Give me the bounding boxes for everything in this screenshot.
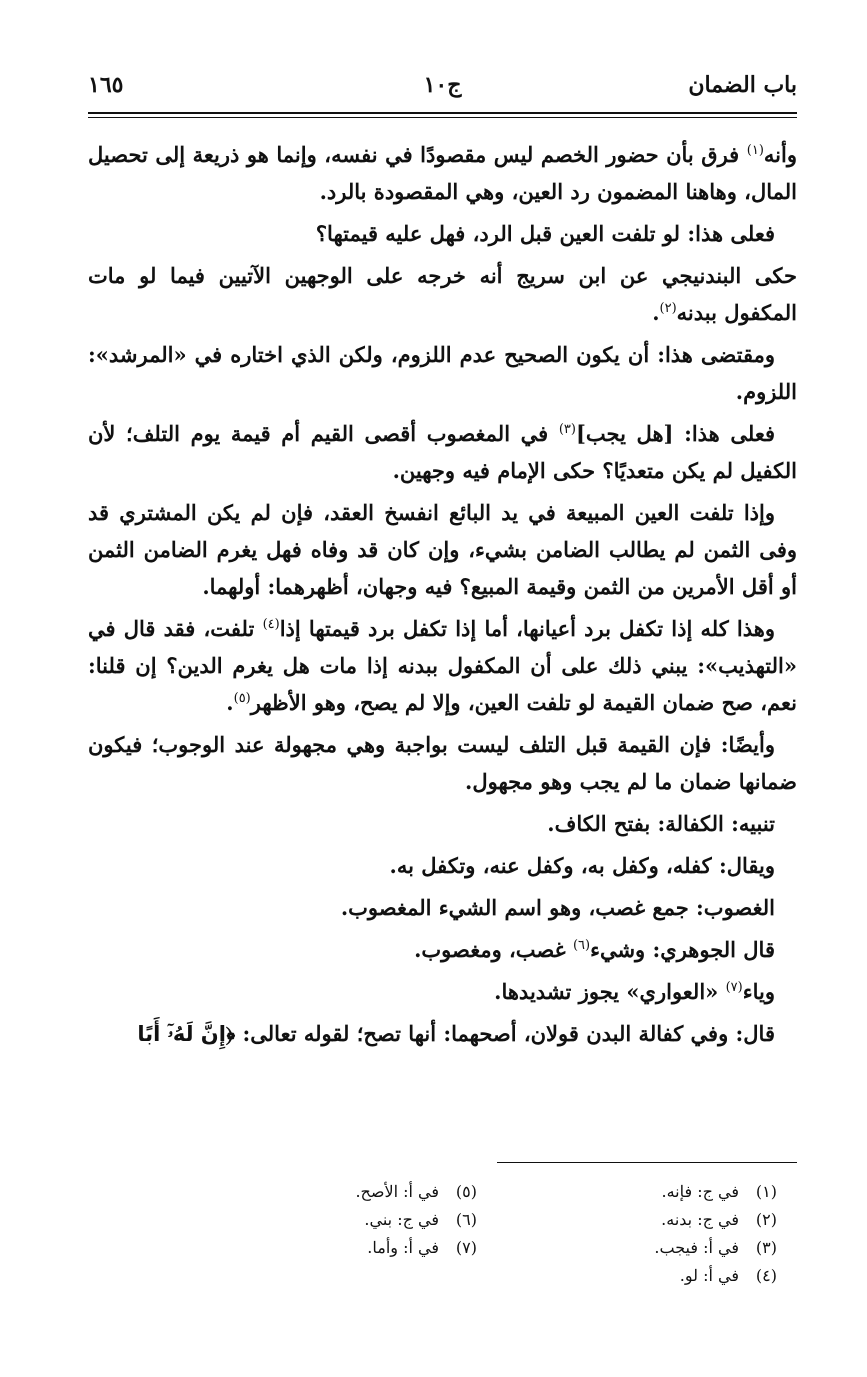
paragraph-4: ومقتضى هذا: أن يكون الصحيح عدم اللزوم، ولكن الذي اختاره في «المرشد»: اللزوم.	[88, 342, 797, 404]
text-run: وهذا كله إذا تكفل برد أعيانها، أما إذا تكفل برد قيمتها إذا	[279, 616, 776, 641]
main-text	[88, 136, 797, 1058]
header-rule-thick	[88, 112, 797, 114]
text-run: غصب، ومغصوب.	[414, 937, 573, 962]
text-run: وياء	[742, 979, 775, 1004]
footnote-number: (٣)	[755, 1238, 777, 1257]
footnote-item	[217, 1178, 477, 1206]
section-title: باب الضمان	[688, 72, 797, 98]
footnote-text: في ج: بدنه.	[661, 1210, 739, 1229]
quran-quote: ﴿إِنَّ لَهُۥٓ أَبًا	[137, 1022, 236, 1046]
footnote-marker: (١)	[746, 143, 764, 158]
footnote-marker: (٢)	[659, 301, 677, 316]
paragraph-5	[88, 415, 797, 489]
footnote-marker: (٦)	[572, 938, 591, 953]
footnote-text: في أ: وأما.	[367, 1238, 439, 1257]
paragraph-3	[88, 257, 797, 331]
footnote-marker: (٥)	[233, 691, 251, 706]
paragraph-7	[88, 610, 797, 721]
text-run: «العواري» يجوز تشديدها.	[494, 979, 726, 1004]
footnote-item	[517, 1178, 777, 1206]
footnote-number: (١)	[755, 1182, 777, 1201]
paragraph-14	[88, 1015, 797, 1053]
text-run: فعلى هذا: [هل يجب]	[575, 421, 775, 446]
footnote-marker: (٧)	[725, 980, 743, 995]
paragraph-2: فعلى هذا: لو تلفت العين قبل الرد، فهل عليه قيمتها؟	[315, 221, 775, 246]
text-run: .	[652, 300, 660, 325]
footnote-text: في ج: بني.	[364, 1210, 439, 1229]
footnote-column-right	[517, 1178, 777, 1290]
text-run: قال: وفي كفالة البدن قولان، أصحهما: أنها تصح؛ لقوله تعالى:	[235, 1021, 775, 1046]
page-number: ١٦٥	[88, 72, 124, 98]
footnote-number: (٢)	[755, 1210, 777, 1229]
paragraph-13	[88, 973, 797, 1010]
paragraph-8: وأيضًا: فإن القيمة قبل التلف ليست بواجبة وهي مجهولة عند الوجوب؛ فيكون ضمانها ضمان ما لم يجب وهو مجهول.	[88, 732, 797, 794]
paragraph-12	[88, 931, 797, 968]
footnote-item	[217, 1234, 477, 1262]
footnote-number: (٧)	[455, 1238, 477, 1257]
footnote-item	[217, 1206, 477, 1234]
footnote-number: (٥)	[455, 1182, 477, 1201]
footnote-column-left	[217, 1178, 477, 1262]
footnote-item	[517, 1262, 777, 1290]
text-run: فرق بأن حضور الخصم ليس مقصودًا في نفسه، وإنما هو ذريعة إلى تحصيل المال، وهاهنا المضمون رد العين، وهي المقصودة بالرد.	[88, 142, 797, 204]
paragraph-10: ويقال: كفله، وكفل به، وكفل عنه، وتكفل به.	[389, 853, 775, 878]
paragraph-11: الغصوب: جمع غصب، وهو اسم الشيء المغصوب.	[340, 895, 775, 920]
text-run: قال الجوهري: وشيء	[590, 937, 775, 962]
running-head	[88, 72, 797, 106]
footnote-rule	[497, 1162, 797, 1163]
footnote-item	[517, 1234, 777, 1262]
footnote-text: في أ: لو.	[679, 1266, 739, 1285]
footnote-marker: (٤)	[262, 617, 280, 632]
footnote-number: (٦)	[455, 1210, 477, 1229]
header-rule-thin	[88, 117, 797, 118]
paragraph-9: تنبيه: الكفالة: بفتح الكاف.	[547, 811, 775, 836]
footnote-text: في ج: فإنه.	[661, 1182, 739, 1201]
text-run: في المغصوب أقصى القيم أم قيمة يوم التلف؛ لأن الكفيل لم يكن متعديًا؟ حكى الإمام فيه وجهين.	[88, 421, 797, 483]
text-run: وأنه	[763, 142, 797, 167]
volume-number: ج١٠	[423, 72, 462, 98]
footnote-text: في أ: فيجب.	[654, 1238, 739, 1257]
footnote-item	[517, 1206, 777, 1234]
footnote-number: (٤)	[755, 1266, 777, 1285]
paragraph-6: وإذا تلفت العين المبيعة في يد البائع انفسخ العقد، فإن لم يكن المشتري قد وفى الثمن لم يطالب الضامن بشيء، وإن كان قد وفاه فهل يغرم الضامن الثمن أو أقل الأمرين من الثمن وقيمة المبيع؟ فيه وجهان، أظهرهما: أولهما.	[88, 500, 797, 599]
text-run: .	[226, 690, 234, 715]
text-run: حكى البندنيجي عن ابن سريج أنه خرجه على الوجهين الآتيين فيما لو مات المكفول ببدنه	[88, 263, 797, 325]
footnote-marker: (٣)	[558, 422, 576, 437]
footnote-text: في أ: الأصح.	[355, 1182, 439, 1201]
paragraph-1	[88, 136, 797, 210]
text-run: تلفت، فقد قال في «التهذيب»: يبني ذلك على أن المكفول ببدنه إذا مات هل يغرم الدين؟ إن قلنا: نعم، صح ضمان القيمة لو تلفت العين، وإلا لم يصح، وهو الأظهر	[88, 616, 797, 715]
